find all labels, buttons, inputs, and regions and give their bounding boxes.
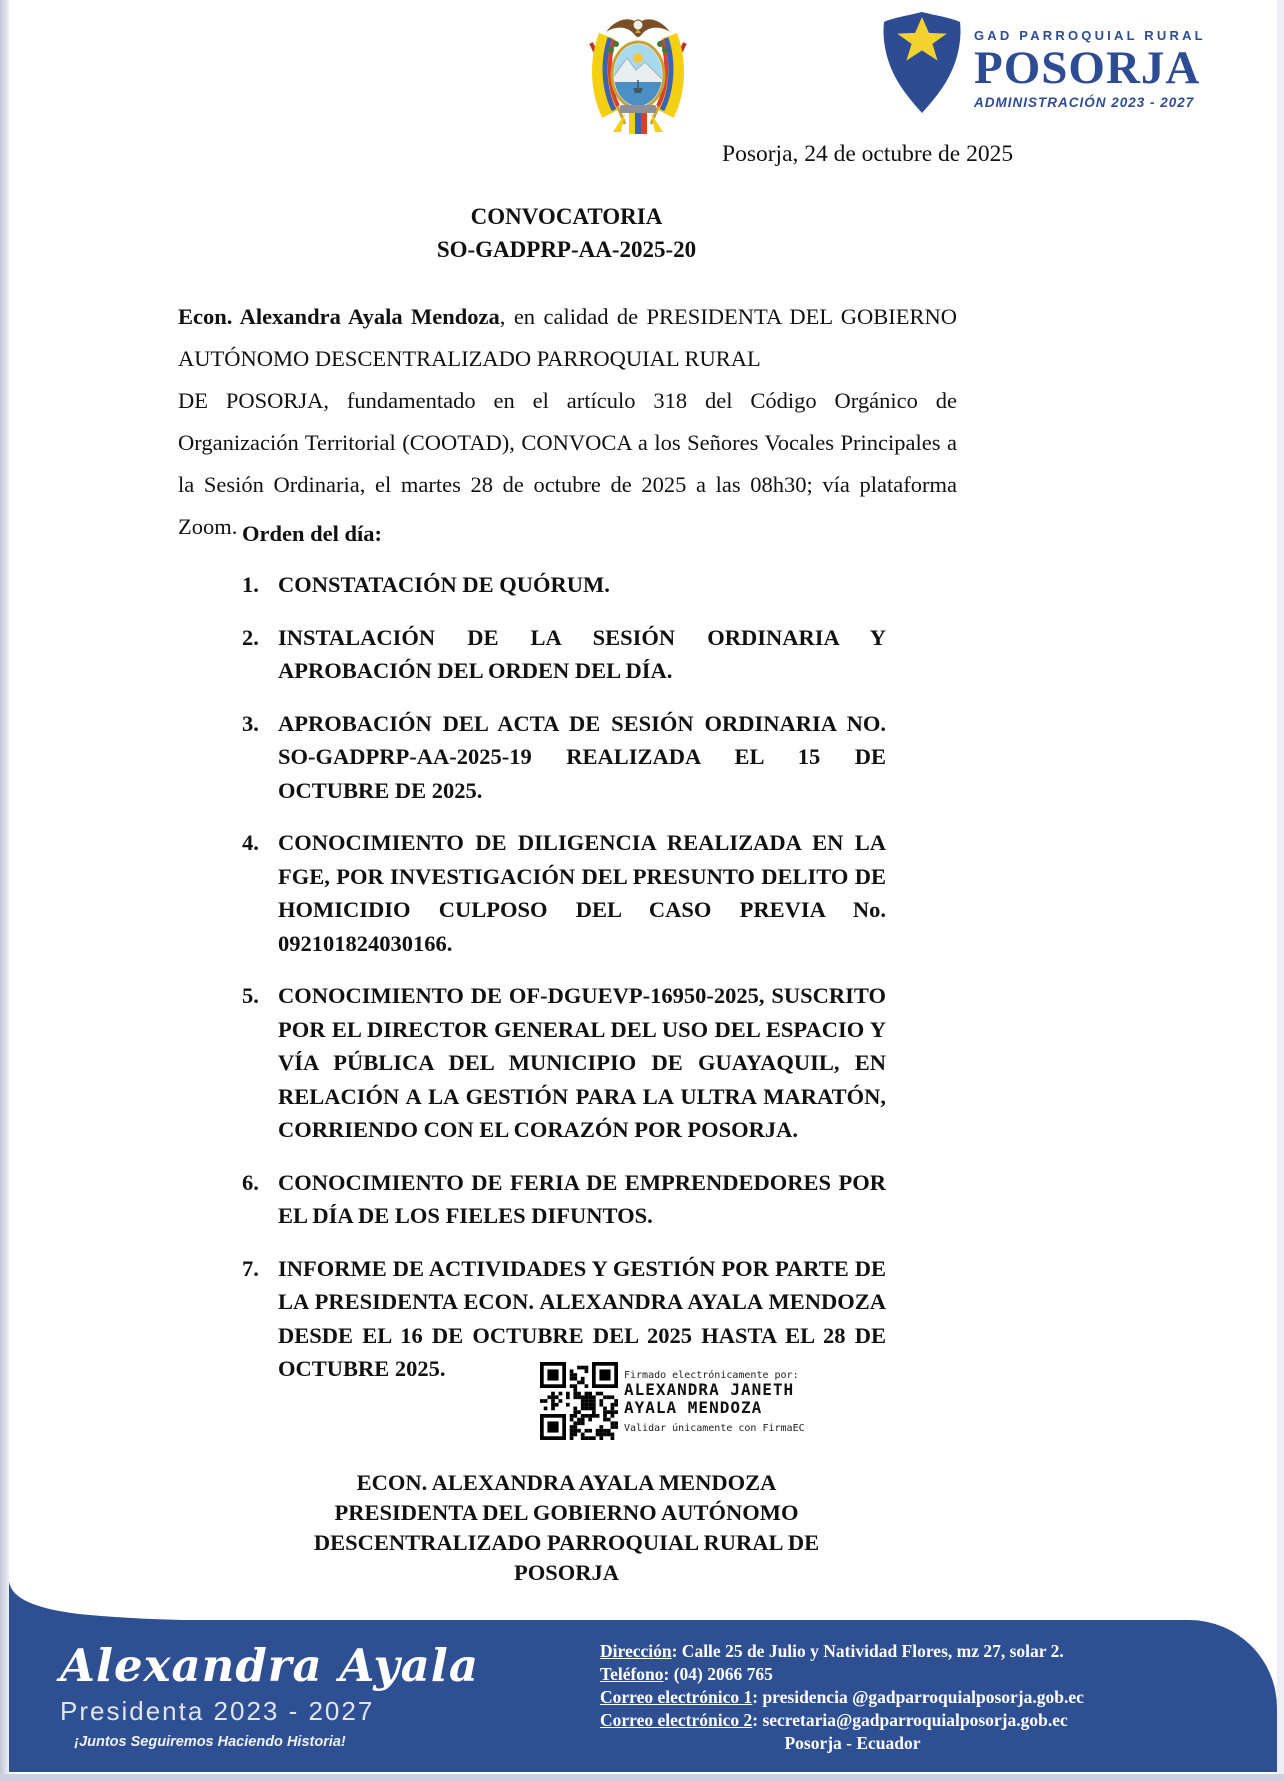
esign-signed-by-label: Firmado electrónicamente por: <box>624 1370 799 1381</box>
signature-role-line3: POSORJA <box>513 1560 619 1585</box>
footer-contact-area <box>600 1640 1105 1755</box>
agenda-item-2: INSTALACIÓN DE LA SESIÓN ORDINARIA Y APROBACIÓN DEL ORDEN DEL DÍA. <box>278 624 886 683</box>
date-line: Posorja, 24 de octubre de 2025 <box>722 141 1014 167</box>
agenda-list <box>278 568 886 1405</box>
signature-role-line1: PRESIDENTA DEL GOBIERNO AUTÓNOMO <box>334 1500 799 1525</box>
footer-signature-area <box>60 1639 479 1750</box>
esign-name-line2: AYALA MENDOZA <box>624 1398 763 1417</box>
intro-paragraph <box>178 296 957 548</box>
footer-term: Presidenta 2023 - 2027 <box>60 1696 375 1726</box>
intro-line2: DE POSORJA, fundamentado en el artículo 318 del Código Orgánico de Organización Territorial (COOTAD), CONVOCA a los Señores Vocales Principales a la Sesión Ordinaria, el martes 28 de octubre de 2025 a las 08h30; vía plataforma Zoom. <box>178 388 957 539</box>
page-edge-right <box>1277 0 1284 1781</box>
footer-location: Posorja - Ecuador <box>784 1733 921 1753</box>
signature-name: ECON. ALEXANDRA AYALA MENDOZA <box>356 1470 777 1495</box>
footer-slogan: ¡Juntos Seguiremos Haciendo Historia! <box>74 1734 346 1750</box>
footer-signature-name: Alexandra Ayala <box>60 1639 479 1692</box>
document-title-block <box>178 200 955 266</box>
esign-validation-note: Validar únicamente con FirmaEC <box>624 1423 805 1434</box>
agenda-item-1: CONSTATACIÓN DE QUÓRUM. <box>278 572 610 597</box>
esign-name-line1: ALEXANDRA JANETH <box>624 1380 795 1399</box>
qr-code <box>540 1362 618 1440</box>
signature-role-line2: DESCENTRALIZADO PARROQUIAL RURAL DE <box>313 1530 820 1555</box>
agenda-item-7: INFORME DE ACTIVIDADES Y GESTIÓN POR PARTE DE LA PRESIDENTA ECON. ALEXANDRA AYALA MENDOZA DESDE EL 16 DE OCTUBRE DEL 2025 HASTA EL 28 DE OCTUBRE 2025. <box>278 1255 886 1381</box>
page-edge-bottom <box>0 1774 1284 1781</box>
agenda-item-6: CONOCIMIENTO DE FERIA DE EMPRENDEDORES POR EL DÍA DE LOS FIELES DIFUNTOS. <box>278 1169 886 1228</box>
contact-phone: Teléfono: (04) 2066 765 <box>600 1664 773 1684</box>
agenda-item-5: CONOCIMIENTO DE OF-DGUEVP-16950-2025, SUSCRITO POR EL DIRECTOR GENERAL DEL USO DEL ESPACIO Y VÍA PÚBLICA DEL MUNICIPIO DE GUAYAQUIL, EN RELACIÓN A LA GESTIÓN PARA LA ULTRA MARATÓN, CORRIENDO CON EL CORAZÓN POR POSORJA. <box>278 983 886 1142</box>
contact-address: Dirección: Calle 25 de Julio y Natividad Flores, mz 27, solar 2. <box>600 1641 1064 1661</box>
signature-block <box>178 1468 955 1588</box>
contact-email-1: Correo electrónico 1: presidencia @gadparroquialposorja.gob.ec <box>600 1687 1084 1707</box>
logo-administration: ADMINISTRACIÓN 2023 - 2027 <box>974 95 1195 110</box>
agenda-item-3: APROBACIÓN DEL ACTA DE SESIÓN ORDINARIA NO. SO-GADPRP-AA-2025-19 REALIZADA EL 15 DE OCTUBRE DE 2025. <box>278 710 886 803</box>
footer-wave-shape <box>9 1581 274 1621</box>
logo-name: POSORJA <box>974 42 1201 94</box>
document-code: SO-GADPRP-AA-2025-20 <box>436 237 697 262</box>
posorja-logo <box>876 8 1226 128</box>
intro-line1: , en calidad de PRESIDENTA DEL GOBIERNO AUTÓNOMO DESCENTRALIZADO PARROQUIAL RURAL <box>178 304 958 371</box>
logo-tagline: GAD PARROQUIAL RURAL <box>974 28 1206 43</box>
posorja-shield-icon <box>876 10 968 116</box>
intro-bold-name: Econ. Alexandra Ayala Mendoza <box>178 304 500 329</box>
ecuador-coat-of-arms-icon <box>572 10 704 140</box>
document-title: CONVOCATORIA <box>470 204 663 229</box>
page-edge-left <box>0 0 9 1781</box>
contact-email-2: Correo electrónico 2: secretaria@gadparroquialposorja.gob.ec <box>600 1710 1068 1730</box>
electronic-signature <box>540 1362 960 1446</box>
agenda-heading: Orden del día: <box>242 521 383 546</box>
agenda-item-4: CONOCIMIENTO DE DILIGENCIA REALIZADA EN LA FGE, POR INVESTIGACIÓN DEL PRESUNTO DELITO DE HOMICIDIO CULPOSO DEL CASO PREVIA No. 092101824030166. <box>278 830 886 956</box>
